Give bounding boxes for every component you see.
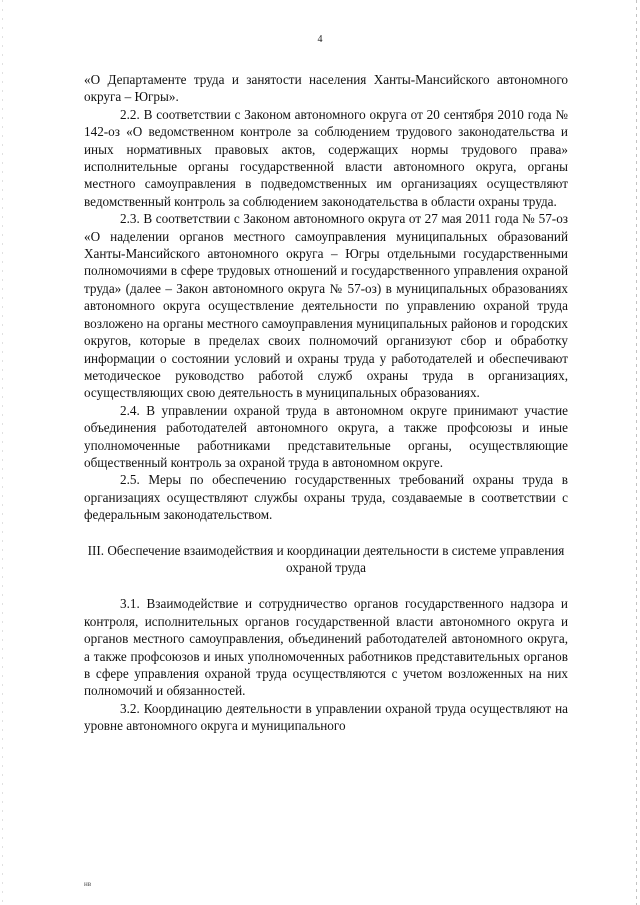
paragraph-2-5: 2.5. Меры по обеспечению государственных требований охраны труда в организациях осуществляют службы охраны труда, создаваемые в соответствии с федеральным законодательством. [84, 472, 568, 523]
body-text [84, 71, 568, 735]
paragraph-2-4: 2.4. В управлении охраной труда в автономном округе принимают участие объединения работодателей автономного округа, а также профсоюзы и иные уполномоченные работниками представительные органы, осуществляющие общественный контроль за охраной труда в автономном округе. [84, 402, 568, 470]
section-heading: III. Обеспечение взаимодействия и координации деятельности в системе управления охраной труда [87, 542, 565, 575]
paragraph-3-2: 3.2. Координацию деятельности в управлении охраной труда осуществляют на уровне автономного округа и муниципального [84, 700, 568, 734]
paragraph-continuation: «О Департаменте труда и занятости населения Ханты-Мансийского автономного округа – Югры». [84, 72, 568, 105]
scan-edge-right [636, 0, 637, 905]
scan-edge-left [2, 0, 3, 905]
paragraph-2-2: 2.2. В соответствии с Законом автономного округа от 20 сентября 2010 года № 142-оз «О ведомственном контроле за соблюдением трудового законодательства и иных нормативных правовых актов, содержащих нормы трудового права» исполнительные органы государственной власти автономного округа, органы местного самоуправления в подведомственных им организациях осуществляют ведомственный контроль за соблюдением законодательства в области охраны труда. [84, 106, 568, 209]
paragraph-3-1: 3.1. Взаимодействие и сотрудничество органов государственного надзора и контроля, исполнительных органов государственной власти автономного округа и органов местного самоуправления, объединений работодателей автономного округа, а также профсоюзов и иных уполномоченных работников представительных органов в сфере управления охраной труда осуществляются с учетом возложенных на них полномочий и обязанностей. [84, 596, 568, 699]
page-number: 4 [317, 34, 323, 45]
paragraph-2-3: 2.3. В соответствии с Законом автономного округа от 27 мая 2011 года № 57-оз «О наделении органов местного самоуправления муниципальных образований Ханты-Мансийского автономного округа – Югры отдельными государственными полномочиями в сфере трудовых отношений и государственного управления охраной труда» (далее – Закон автономного округа № 57-оз) в муниципальных образованиях автономного округа осуществление деятельности по управлению охраной труда возложено на органы местного самоуправления муниципальных районов и городских округов, которые в пределах своих полномочий организуют сбор и обработку информации о состоянии условий и охраны труда у работодателей и обеспечивают методическое руководство работой служб охраны труда в организациях, осуществляющих свою деятельность в муниципальных образованиях. [84, 211, 568, 401]
footer-mark: нв [84, 880, 92, 888]
